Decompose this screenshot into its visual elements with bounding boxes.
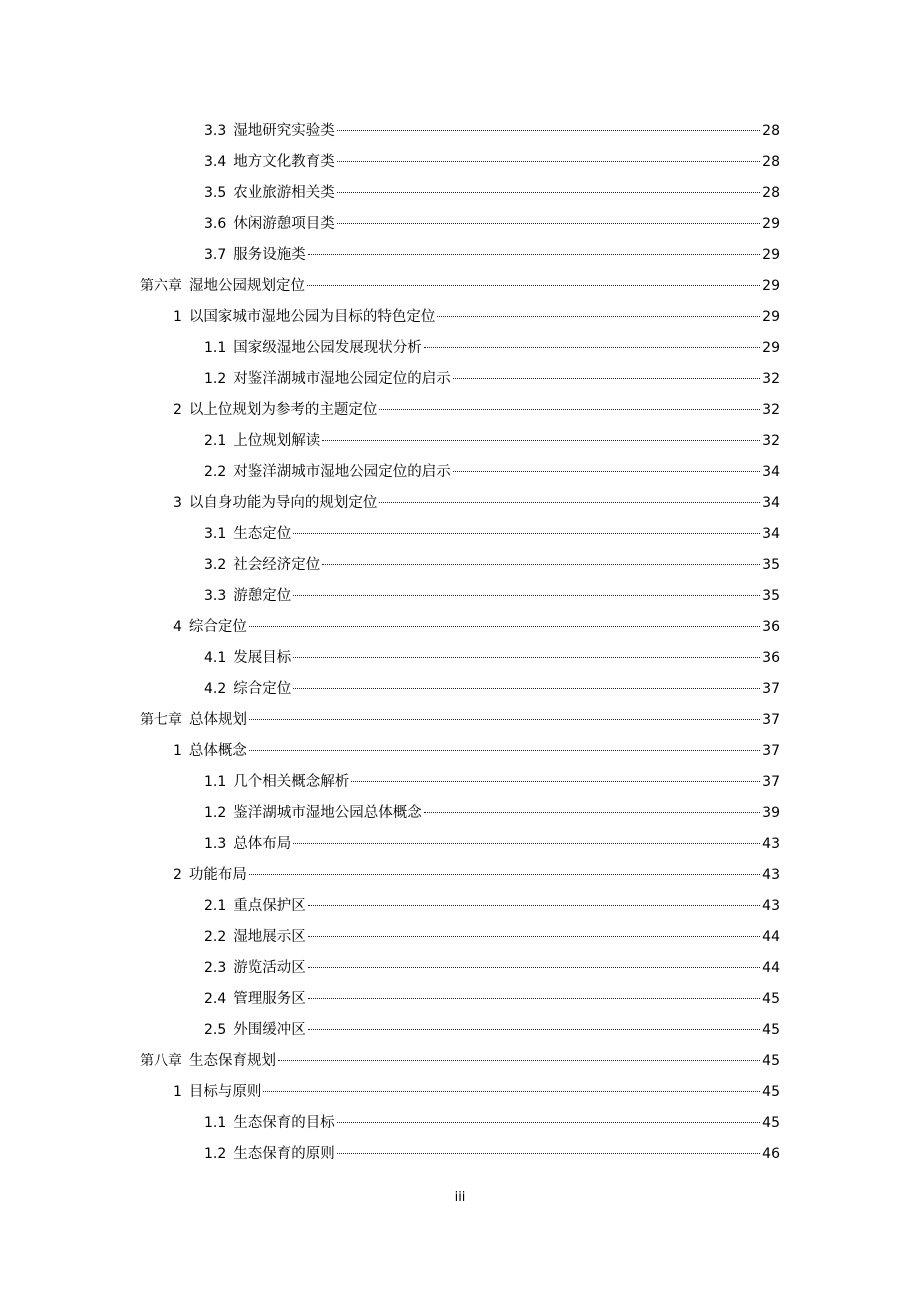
table-of-contents xyxy=(0,115,920,1169)
toc-entry-line xyxy=(173,616,780,638)
toc-entry-line xyxy=(204,678,780,700)
toc-entry[interactable] xyxy=(0,921,920,952)
toc-entry-line xyxy=(204,523,780,545)
toc-entry[interactable] xyxy=(0,146,920,177)
toc-entry-number: 2.2 xyxy=(204,464,227,480)
toc-entry-title: 综合定位 xyxy=(188,619,247,635)
toc-entry-page: 35 xyxy=(762,588,780,604)
toc-entry-page: 28 xyxy=(762,154,780,170)
toc-entry-number: 3.7 xyxy=(204,247,227,263)
toc-entry[interactable] xyxy=(0,456,920,487)
toc-entry[interactable] xyxy=(0,1076,920,1107)
toc-entry-number: 3.3 xyxy=(204,588,227,604)
toc-entry-title: 休闲游憩项目类 xyxy=(233,216,335,232)
toc-dot-leader xyxy=(307,285,760,286)
toc-entry[interactable] xyxy=(0,487,920,518)
toc-dot-leader xyxy=(308,967,760,968)
toc-entry-number: 1.2 xyxy=(204,371,227,387)
toc-entry-number: 4.2 xyxy=(204,681,227,697)
toc-entry-number: 1 xyxy=(173,309,182,325)
toc-entry[interactable] xyxy=(0,270,920,301)
toc-entry-page: 29 xyxy=(762,216,780,232)
toc-entry-page: 29 xyxy=(762,340,780,356)
toc-entry[interactable] xyxy=(0,642,920,673)
toc-entry-number: 3.2 xyxy=(204,557,227,573)
toc-entry-title: 生态保育规划 xyxy=(189,1053,276,1069)
toc-entry-page: 43 xyxy=(762,867,780,883)
toc-entry-line xyxy=(204,833,780,855)
toc-entry-title: 重点保护区 xyxy=(233,898,306,914)
page-number-footer: iii xyxy=(454,1190,466,1205)
toc-entry-title: 生态保育的目标 xyxy=(233,1115,335,1131)
toc-dot-leader xyxy=(337,130,760,131)
toc-entry-title: 地方文化教育类 xyxy=(233,154,335,170)
toc-entry-page: 32 xyxy=(762,433,780,449)
toc-entry-line xyxy=(204,213,780,235)
toc-entry[interactable] xyxy=(0,735,920,766)
toc-entry-page: 46 xyxy=(762,1146,780,1162)
toc-entry-page: 36 xyxy=(762,650,780,666)
toc-entry-line xyxy=(204,182,780,204)
toc-entry-number: 2 xyxy=(173,402,182,418)
toc-entry-title: 总体规划 xyxy=(189,712,247,728)
toc-entry-page: 29 xyxy=(762,247,780,263)
toc-entry-page: 37 xyxy=(762,774,780,790)
toc-entry-number: 2.1 xyxy=(204,433,227,449)
toc-entry-title: 国家级湿地公园发展现状分析 xyxy=(233,340,422,356)
toc-entry-page: 36 xyxy=(762,619,780,635)
toc-entry-title: 游览活动区 xyxy=(233,960,306,976)
toc-entry-page: 45 xyxy=(762,1053,780,1069)
toc-dot-leader xyxy=(337,1122,760,1123)
toc-entry[interactable] xyxy=(0,177,920,208)
toc-entry-line xyxy=(204,647,780,669)
toc-entry-page: 32 xyxy=(762,402,780,418)
toc-entry-number: 3.5 xyxy=(204,185,227,201)
toc-entry-number: 第七章 xyxy=(140,712,182,728)
toc-entry-number: 3.4 xyxy=(204,154,227,170)
toc-entry-line xyxy=(173,399,780,421)
toc-entry-line xyxy=(173,740,780,762)
toc-entry-title: 以自身功能为导向的规划定位 xyxy=(188,495,378,511)
toc-dot-leader xyxy=(308,254,760,255)
toc-dot-leader xyxy=(308,1029,760,1030)
toc-entry-number: 2.3 xyxy=(204,960,227,976)
toc-entry-line xyxy=(204,1143,780,1165)
toc-entry-title: 总体布局 xyxy=(233,836,292,852)
toc-dot-leader xyxy=(337,192,760,193)
toc-entry-title: 上位规划解读 xyxy=(233,433,321,449)
toc-entry-number: 1.2 xyxy=(204,805,227,821)
toc-entry[interactable] xyxy=(0,1045,920,1076)
toc-entry[interactable] xyxy=(0,766,920,797)
toc-dot-leader xyxy=(249,874,760,875)
toc-entry-title: 湿地展示区 xyxy=(233,929,306,945)
toc-entry-title: 社会经济定位 xyxy=(233,557,321,573)
toc-entry-title: 管理服务区 xyxy=(233,991,306,1007)
toc-entry-title: 对鉴洋湖城市湿地公园定位的启示 xyxy=(233,371,451,387)
toc-dot-leader xyxy=(249,750,760,751)
toc-entry-title: 外围缓冲区 xyxy=(233,1022,306,1038)
toc-entry-number: 1 xyxy=(173,1084,182,1100)
toc-dot-leader xyxy=(351,781,760,782)
toc-entry-page: 43 xyxy=(762,898,780,914)
toc-entry-number: 4 xyxy=(173,619,182,635)
toc-dot-leader xyxy=(379,409,760,410)
toc-entry-line xyxy=(173,306,780,328)
toc-entry-line xyxy=(204,1112,780,1134)
toc-dot-leader xyxy=(249,626,760,627)
toc-entry-page: 45 xyxy=(762,1115,780,1131)
toc-entry-page: 35 xyxy=(762,557,780,573)
toc-entry-line xyxy=(204,244,780,266)
toc-entry-line xyxy=(204,554,780,576)
toc-entry[interactable] xyxy=(0,425,920,456)
toc-dot-leader xyxy=(308,998,760,999)
toc-dot-leader xyxy=(263,1091,760,1092)
toc-entry-page: 45 xyxy=(762,1022,780,1038)
toc-dot-leader xyxy=(293,843,760,844)
toc-entry-line xyxy=(204,957,780,979)
toc-entry-title: 生态定位 xyxy=(233,526,292,542)
toc-entry-page: 29 xyxy=(762,309,780,325)
toc-entry[interactable] xyxy=(0,1014,920,1045)
toc-entry[interactable] xyxy=(0,1107,920,1138)
toc-entry-page: 34 xyxy=(762,526,780,542)
toc-entry-page: 39 xyxy=(762,805,780,821)
toc-entry-title: 服务设施类 xyxy=(233,247,306,263)
toc-entry-line xyxy=(204,120,780,142)
toc-entry-title: 目标与原则 xyxy=(188,1084,262,1100)
toc-entry-page: 43 xyxy=(762,836,780,852)
toc-entry[interactable] xyxy=(0,394,920,425)
toc-dot-leader xyxy=(249,719,760,720)
toc-dot-leader xyxy=(424,347,760,348)
toc-dot-leader xyxy=(322,564,760,565)
toc-entry-line xyxy=(173,864,780,886)
toc-dot-leader xyxy=(337,1153,760,1154)
toc-entry-page: 28 xyxy=(762,185,780,201)
toc-entry-line xyxy=(173,492,780,514)
toc-entry[interactable] xyxy=(0,208,920,239)
toc-entry-line xyxy=(173,1081,780,1103)
toc-entry[interactable] xyxy=(0,580,920,611)
toc-entry-title: 对鉴洋湖城市湿地公园定位的启示 xyxy=(233,464,451,480)
toc-dot-leader xyxy=(293,595,760,596)
toc-entry-page: 32 xyxy=(762,371,780,387)
toc-dot-leader xyxy=(308,936,760,937)
toc-entry-number: 2.5 xyxy=(204,1022,227,1038)
toc-entry-line xyxy=(204,1019,780,1041)
toc-entry[interactable] xyxy=(0,828,920,859)
toc-entry-number: 1.1 xyxy=(204,340,227,356)
toc-entry-title: 发展目标 xyxy=(233,650,292,666)
toc-entry-line xyxy=(204,461,780,483)
toc-entry-line xyxy=(140,1050,780,1072)
toc-entry-line xyxy=(204,895,780,917)
toc-entry-line xyxy=(204,368,780,390)
toc-entry-title: 以上位规划为参考的主题定位 xyxy=(188,402,378,418)
toc-dot-leader xyxy=(424,812,760,813)
toc-entry-page: 37 xyxy=(762,681,780,697)
toc-dot-leader xyxy=(293,657,760,658)
toc-entry[interactable] xyxy=(0,301,920,332)
toc-dot-leader xyxy=(379,502,760,503)
toc-entry-number: 2.2 xyxy=(204,929,227,945)
toc-entry-number: 3 xyxy=(173,495,182,511)
toc-entry-number: 1.1 xyxy=(204,1115,227,1131)
toc-entry-line xyxy=(204,151,780,173)
toc-entry-page: 37 xyxy=(762,743,780,759)
toc-entry-title: 湿地公园规划定位 xyxy=(189,278,305,294)
toc-entry-number: 3.6 xyxy=(204,216,227,232)
toc-entry-number: 第六章 xyxy=(140,278,182,294)
toc-entry-page: 34 xyxy=(762,464,780,480)
toc-entry-line xyxy=(204,988,780,1010)
toc-entry-number: 第八章 xyxy=(140,1053,182,1069)
toc-dot-leader xyxy=(337,223,760,224)
toc-entry-title: 鉴洋湖城市湿地公园总体概念 xyxy=(233,805,422,821)
toc-entry[interactable] xyxy=(0,704,920,735)
toc-entry[interactable] xyxy=(0,332,920,363)
toc-dot-leader xyxy=(337,161,760,162)
toc-entry-line xyxy=(204,926,780,948)
toc-entry-page: 44 xyxy=(762,960,780,976)
toc-entry-title: 功能布局 xyxy=(188,867,247,883)
toc-entry[interactable] xyxy=(0,1138,920,1169)
toc-entry[interactable] xyxy=(0,518,920,549)
toc-entry-page: 44 xyxy=(762,929,780,945)
toc-dot-leader xyxy=(437,316,760,317)
toc-entry-title: 生态保育的原则 xyxy=(233,1146,335,1162)
toc-entry-line xyxy=(204,771,780,793)
toc-entry-line xyxy=(204,430,780,452)
toc-entry-line xyxy=(204,585,780,607)
toc-entry[interactable] xyxy=(0,611,920,642)
toc-dot-leader xyxy=(278,1060,760,1061)
toc-entry-number: 2 xyxy=(173,867,182,883)
toc-entry-line xyxy=(140,275,780,297)
toc-dot-leader xyxy=(293,688,760,689)
toc-dot-leader xyxy=(308,905,760,906)
toc-entry[interactable] xyxy=(0,673,920,704)
toc-entry[interactable] xyxy=(0,363,920,394)
toc-entry-title: 游憩定位 xyxy=(233,588,292,604)
toc-entry-title: 几个相关概念解析 xyxy=(233,774,350,790)
toc-entry-number: 2.4 xyxy=(204,991,227,1007)
toc-entry[interactable] xyxy=(0,983,920,1014)
toc-dot-leader xyxy=(453,378,760,379)
toc-entry[interactable] xyxy=(0,239,920,270)
toc-entry[interactable] xyxy=(0,115,920,146)
toc-entry-title: 综合定位 xyxy=(233,681,292,697)
toc-entry-title: 农业旅游相关类 xyxy=(233,185,335,201)
toc-entry[interactable] xyxy=(0,952,920,983)
toc-entry-title: 湿地研究实验类 xyxy=(233,123,335,139)
toc-entry-page: 34 xyxy=(762,495,780,511)
toc-entry-number: 2.1 xyxy=(204,898,227,914)
toc-dot-leader xyxy=(293,533,760,534)
toc-entry-page: 45 xyxy=(762,991,780,1007)
toc-entry-number: 1.2 xyxy=(204,1146,227,1162)
toc-entry-page: 45 xyxy=(762,1084,780,1100)
toc-entry-number: 3.3 xyxy=(204,123,227,139)
toc-entry[interactable] xyxy=(0,890,920,921)
toc-entry[interactable] xyxy=(0,797,920,828)
toc-entry-number: 4.1 xyxy=(204,650,227,666)
toc-dot-leader xyxy=(453,471,760,472)
toc-entry[interactable] xyxy=(0,549,920,580)
toc-entry-title: 总体概念 xyxy=(188,743,247,759)
toc-entry-number: 1.1 xyxy=(204,774,227,790)
toc-entry-number: 3.1 xyxy=(204,526,227,542)
toc-entry-page: 29 xyxy=(762,278,780,294)
toc-entry-page: 28 xyxy=(762,123,780,139)
toc-entry-line xyxy=(204,337,780,359)
toc-entry[interactable] xyxy=(0,859,920,890)
toc-dot-leader xyxy=(322,440,760,441)
toc-entry-title: 以国家城市湿地公园为目标的特色定位 xyxy=(188,309,436,325)
toc-entry-page: 37 xyxy=(762,712,780,728)
toc-entry-line xyxy=(140,709,780,731)
toc-entry-line xyxy=(204,802,780,824)
toc-entry-number: 1.3 xyxy=(204,836,227,852)
toc-entry-number: 1 xyxy=(173,743,182,759)
